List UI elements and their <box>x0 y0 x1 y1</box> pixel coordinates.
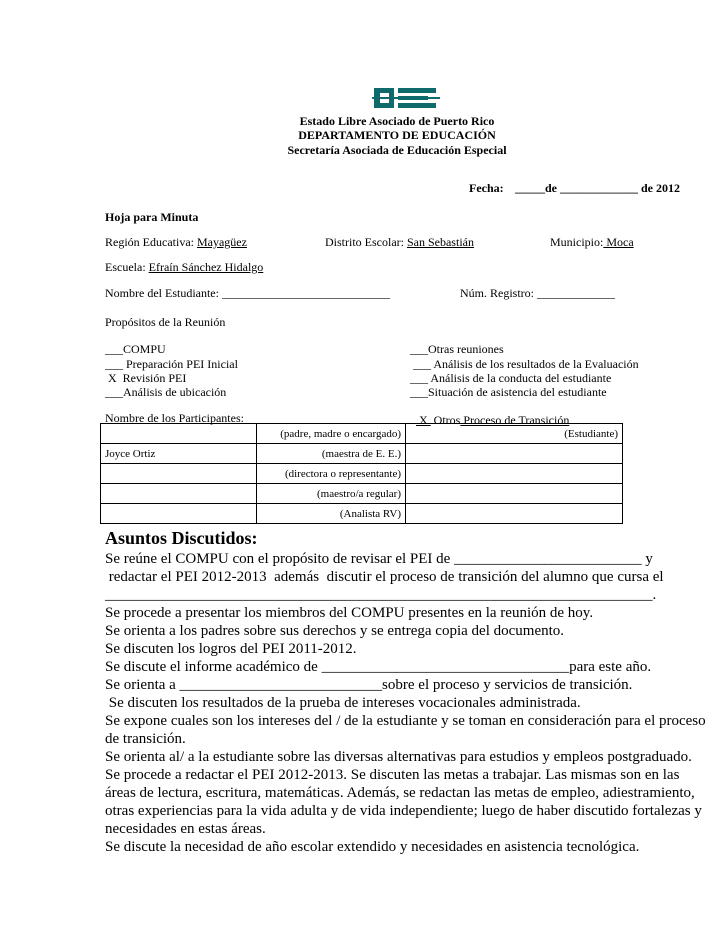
proposito-compu: ___COMPU <box>105 342 166 356</box>
proposito-analisis-conducta: ___ Análisis de la conducta del estudiante <box>410 371 612 385</box>
escuela-label: Escuela: <box>105 260 149 274</box>
region-label: Región Educativa: <box>105 235 197 249</box>
asunto-line: necesidades en estas áreas. <box>105 821 266 837</box>
proposito-ubicacion: ___Análisis de ubicación <box>105 385 227 399</box>
department-logo <box>372 86 440 110</box>
proposito-revision-pei: X Revisión PEI <box>105 371 187 385</box>
proposito-otras-reuniones: ___Otras reuniones <box>410 342 504 356</box>
participantes-label: Nombre de los Participantes: <box>105 411 244 425</box>
estudiante-label: Nombre del Estudiante: <box>105 286 222 300</box>
otros-value: Proceso de Transición <box>460 413 570 427</box>
propositos-label: Propósitos de la Reunión <box>105 315 226 329</box>
participant-role-2 <box>406 504 623 524</box>
asunto-line: Se discuten los logros del PEI 2011-2012. <box>105 641 357 657</box>
asuntos-title: Asuntos Discutidos: <box>105 528 258 548</box>
participant-role: (Analista RV) <box>257 504 406 524</box>
asunto-line: Se discute la necesidad de año escolar extendido y necesidades en asistencia tecnológica. <box>105 839 640 855</box>
asunto-line: Se orienta a ___________________________sobre el proceso y servicios de transición. <box>105 677 633 693</box>
participant-name: Joyce Ortiz <box>101 444 257 464</box>
participant-name <box>101 504 257 524</box>
fecha-value: _____de _____________ de 2012 <box>515 181 680 195</box>
asunto-line: otras experiencias para la vida adulta y de vida independiente; luego de haber discutido fortalezas y <box>105 803 702 819</box>
participant-name <box>101 464 257 484</box>
municipio-label: Municipio: <box>550 235 604 249</box>
region-value: Mayagüez <box>196 235 247 249</box>
asunto-line: Se discute el informe académico de _________________________________para este año. <box>105 659 652 675</box>
participantes-table <box>100 423 623 524</box>
asunto-line: de transición. <box>105 731 186 747</box>
asunto-line: Se expone cuales son los intereses del / de la estudiante y se toman en consideración para el proceso <box>105 713 706 729</box>
participant-role-2 <box>406 464 623 484</box>
asunto-line: áreas de lectura, escritura, matemáticas. Además, se redactan las metas de empleo, adiestramiento, <box>105 785 695 801</box>
asunto-line: Se reúne el COMPU con el propósito de revisar el PEI de _________________________ y <box>105 551 653 567</box>
participant-role-2: (Estudiante) <box>406 424 623 444</box>
distrito-label: Distrito Escolar: <box>325 235 407 249</box>
registro-field <box>460 286 615 300</box>
asunto-line: Se discuten los resultados de la prueba de intereses vocacionales administrada. <box>105 695 581 711</box>
header-line-2: DEPARTAMENTO DE EDUCACIÓN <box>298 128 496 142</box>
distrito-value: San Sebastián <box>406 235 474 249</box>
participant-role: (directora o representante) <box>257 464 406 484</box>
table-row <box>101 504 623 524</box>
escuela-value: Efraín Sánchez Hidalgo <box>148 260 264 274</box>
municipio-field <box>550 235 634 249</box>
distrito-field <box>325 235 474 249</box>
asunto-line: Se orienta al/ a la estudiante sobre las diversas alternativas para estudios y empleos postgraduado. <box>105 749 692 765</box>
table-row <box>101 424 623 444</box>
asunto-line: redactar el PEI 2012-2013 además discutir el proceso de transición del alumno que cursa el <box>105 569 664 585</box>
participant-role-2 <box>406 484 623 504</box>
asunto-line: Se orienta a los padres sobre sus derechos y se entrega copia del documento. <box>105 623 565 639</box>
participant-name <box>101 484 257 504</box>
proposito-pei-inicial: ___ Preparación PEI Inicial <box>105 357 238 371</box>
table-row <box>101 484 623 504</box>
otros-mark: X <box>416 413 431 427</box>
fecha-label: Fecha: <box>469 181 504 195</box>
proposito-asistencia: ___Situación de asistencia del estudiante <box>410 385 607 399</box>
asunto-line: Se procede a redactar el PEI 2012-2013. Se discuten las metas a trabajar. Las mismas son en las <box>105 767 680 783</box>
table-row <box>101 444 623 464</box>
participant-role-2 <box>406 444 623 464</box>
page-title: Hoja para Minuta <box>105 210 199 224</box>
estudiante-field <box>105 286 390 300</box>
escuela-field <box>105 260 263 274</box>
asuntos-body <box>105 550 705 856</box>
asunto-line: Se procede a presentar los miembros del COMPU presentes en la reunión de hoy. <box>105 605 594 621</box>
otros-label: Otros <box>430 413 461 427</box>
participant-name <box>101 424 257 444</box>
header-line-3: Secretaría Asociada de Educación Especial <box>287 143 507 157</box>
participant-role: (maestra de E. E.) <box>257 444 406 464</box>
registro-value: _____________ <box>537 286 615 300</box>
estudiante-value: ____________________________ <box>221 286 390 300</box>
participant-role: (padre, madre o encargado) <box>257 424 406 444</box>
asunto-line: _________________________________________________________________________. <box>105 587 657 603</box>
municipio-value: Moca <box>603 235 634 249</box>
registro-label: Núm. Registro: <box>460 286 537 300</box>
table-row <box>101 464 623 484</box>
participant-role: (maestro/a regular) <box>257 484 406 504</box>
region-field <box>105 235 247 249</box>
proposito-analisis-evaluacion: ___ Análisis de los resultados de la Evaluación <box>410 357 639 371</box>
header-line-1: Estado Libre Asociado de Puerto Rico <box>299 114 495 128</box>
